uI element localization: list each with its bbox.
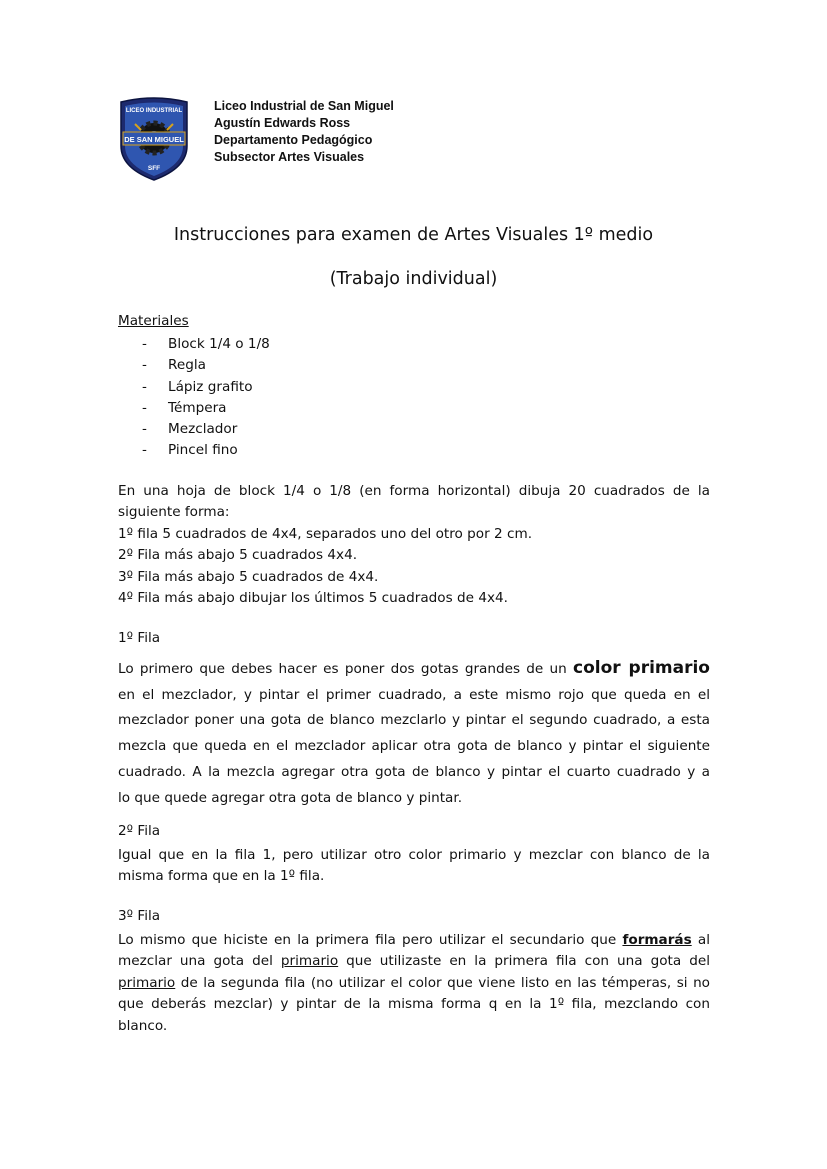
text-line: en el mezclador, y pintar el primer cuadrado, a este mismo rojo que queda en el: [118, 686, 710, 703]
text-line: mezcla que queda en el mezclador aplicar otra gota de blanco y pintar el siguiente: [118, 738, 710, 755]
document-title: Instrucciones para examen de Artes Visuales 1º medio: [173, 225, 654, 245]
fila2-heading: 2º Fila: [118, 823, 161, 839]
school-header: [214, 98, 394, 166]
logo-top-text: LICEO INDUSTRIAL: [125, 108, 183, 114]
header-line: Liceo Industrial de San Miguel: [214, 99, 394, 113]
materials-heading: Materiales: [118, 313, 189, 329]
text-line: En una hoja de block 1/4 o 1/8 (en forma horizontal) dibuja 20 cuadrados de la: [118, 483, 710, 499]
materials-list: [142, 334, 270, 462]
text-line: mezclar una gota del primario que utilizaste en la primera fila con una gota del: [118, 953, 711, 970]
primario-underlined: primario: [280, 953, 339, 970]
school-logo: [117, 96, 191, 182]
logo-bottom-text: SFF: [147, 165, 161, 172]
text-line: mezclador poner una gota de blanco mezclarlo y pintar el segundo cuadrado, a esta: [118, 712, 710, 729]
formaras-emphasis: formarás: [622, 932, 692, 948]
fila3-paragraph: [118, 930, 710, 1037]
text-line: Lo mismo que hiciste en la primera fila pero utilizar el secundario que formarás al: [118, 932, 710, 948]
list-item: - Témpera: [142, 399, 227, 416]
text-line: Lo primero que debes hacer es poner dos gotas grandes de un color primario: [118, 658, 710, 678]
text-line: blanco.: [118, 1017, 168, 1034]
text-line: Igual que en la fila 1, pero utilizar otro color primario y mezclar con blanco de la: [118, 847, 710, 863]
text-line: primario de la segunda fila (no utilizar el color que viene listo en las témperas, si no: [118, 974, 711, 991]
header-line: Subsector Artes Visuales: [214, 150, 365, 164]
logo-band-text: DE SAN MIGUEL: [124, 135, 184, 144]
fila2-paragraph: [118, 845, 710, 888]
fila1-heading: 1º Fila: [118, 630, 161, 646]
text-line: 2º Fila más abajo 5 cuadrados 4x4.: [118, 547, 358, 564]
primario-underlined: primario: [118, 974, 176, 991]
list-item: - Regla: [142, 357, 206, 374]
text-line: 1º fila 5 cuadrados de 4x4, separados uno del otro por 2 cm.: [118, 525, 533, 542]
list-item: - Pincel fino: [142, 442, 238, 459]
list-item: - Lápiz grafito: [142, 378, 253, 395]
color-primario-emphasis: color primario: [573, 658, 710, 678]
text-line: que deberás mezclar) y pintar de la misma forma q en la 1º fila, mezclando con: [118, 996, 710, 1013]
header-line: Agustín Edwards Ross: [214, 116, 351, 130]
text-line: cuadrado. A la mezcla agregar otra gota de blanco y pintar el cuarto cuadrado y a: [118, 763, 710, 780]
header-line: Departamento Pedagógico: [214, 133, 373, 147]
fila1-paragraph: [118, 656, 710, 811]
text-line: 3º Fila más abajo 5 cuadrados de 4x4.: [118, 568, 379, 585]
text-line: siguiente forma:: [118, 504, 230, 521]
document-subtitle: (Trabajo individual): [329, 269, 498, 289]
list-item: - Block 1/4 o 1/8: [142, 336, 270, 352]
text-line: misma forma que en la 1º fila.: [118, 868, 325, 885]
text-line: 4º Fila más abajo dibujar los últimos 5 cuadrados de 4x4.: [118, 590, 508, 607]
fila3-heading: 3º Fila: [118, 908, 161, 924]
list-item: - Mezclador: [142, 421, 238, 438]
text-line: lo que quede agregar otra gota de blanco y pintar.: [118, 789, 463, 806]
intro-paragraph: [118, 481, 710, 609]
